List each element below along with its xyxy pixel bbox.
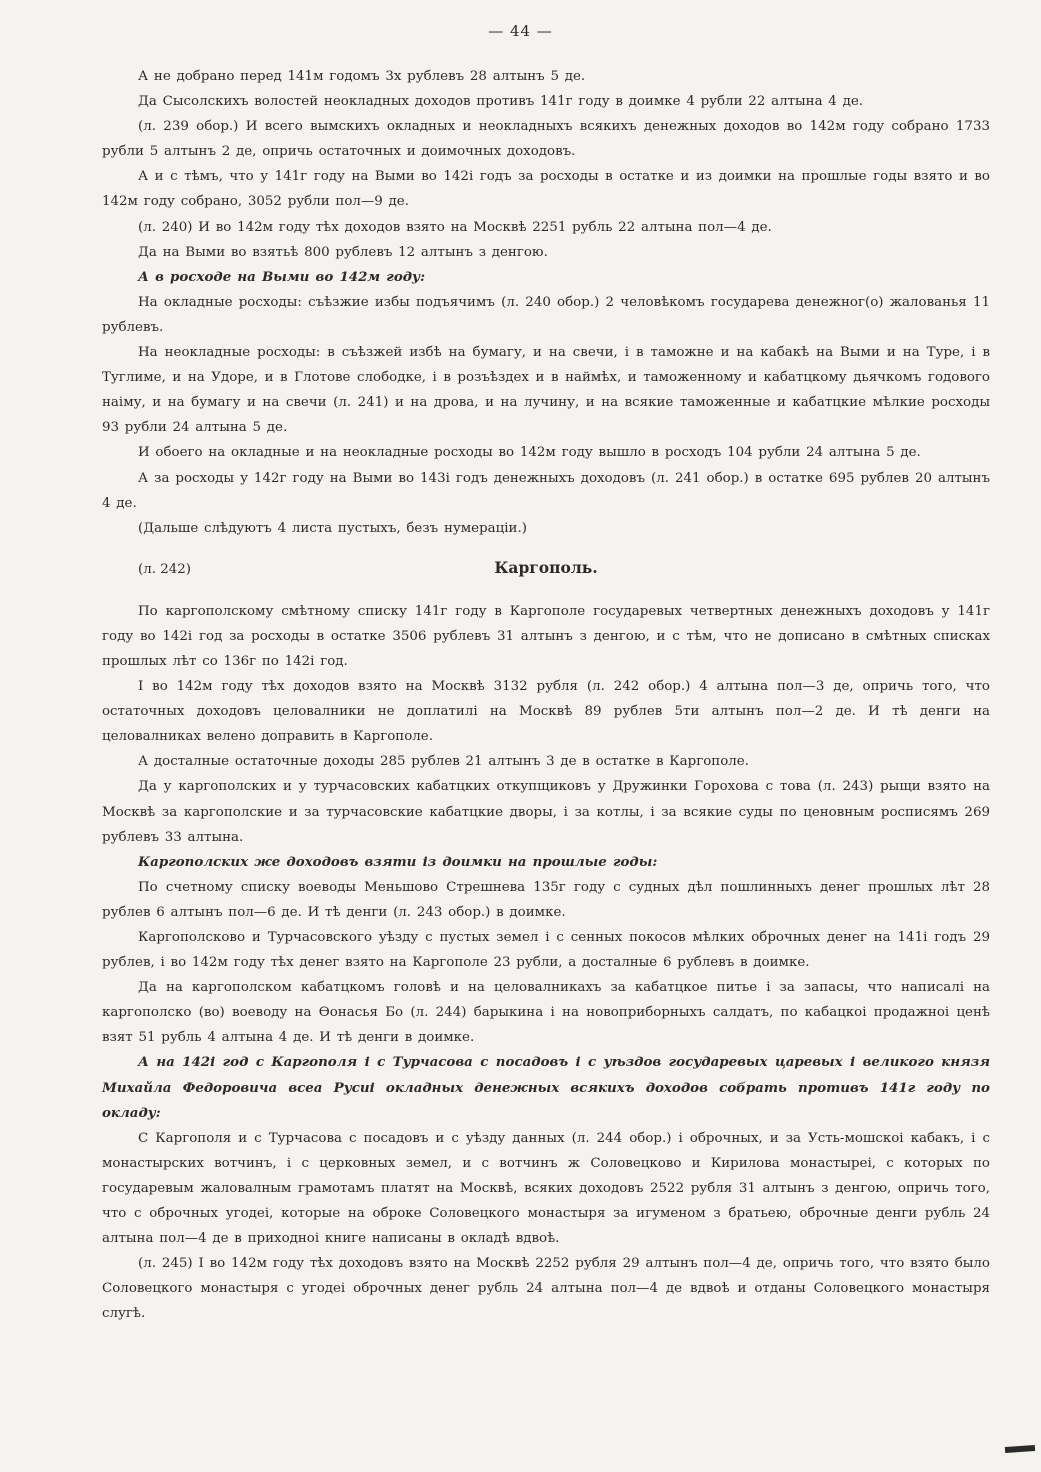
paragraph: А досталные остаточные доходы 285 рублев 21 алтынъ 3 де в остатке в Каргополе. [138,754,749,770]
paragraph: На неокладные росходы: в съѣзжей избѣ на бумагу, и на свечи, і в таможне и на кабакѣ на Выми и на Туре, і в Туглиме, и на Удоре, и в Глотове слободке, і в розъѣздех и в наймѣх, и таможенному и кабатцкому дьячкомъ годового наіму, и на бумагу и на свечи (л. 241) и на дрова, и на лучину, и на всякие таможенные и кабатцкие мѣлкие росходы 93 рубли 24 алтына 5 де. [102,345,990,436]
scan-edge-mark [1005,1445,1035,1453]
paragraph: Да у каргополских и у турчасовских кабатцких откупщиковъ у Дружинки Горохова с това (л. 243) рыщи взято на Москвѣ за каргополские и за турчасовские кабатцкие дворы, і за котлы, і за всякие суды по ценовным росписямъ 269 рублевъ 33 алтына. [102,779,990,845]
section-leaf-reference: (л. 242) [138,561,192,577]
paragraph: По каргополскому смѣтному списку 141г году в Каргополе государевых четвертных денежныхъ доходовъ у 141г году во 142і год за росходы в остатке 3506 рублевъ 31 алтынъ з денгою, и с тѣм, что не дописано в смѣтных списках прошлых лѣт со 136г по 142і год. [102,603,990,669]
paragraph: (л. 240) И во 142м году тѣх доходов взято на Москвѣ 2251 рубль 22 алтына пол—4 де. [138,219,772,235]
paragraph: А за росходы у 142г году на Выми во 143і годъ денежныхъ доходовъ (л. 241 обор.) в остатке 695 рублев 20 алтынъ 4 де. [102,470,990,511]
page-number: — 44 — [488,22,553,40]
paragraph: На окладные росходы: съѣзжие избы подъячимъ (л. 240 обор.) 2 человѣкомъ государева денежног(о) жалованья 11 рублевъ. [102,294,990,335]
paragraph: Да на каргополском кабатцкомъ головѣ и на целовалникахъ за кабатцкое питье і за запасы, что написалі на каргополско (во) воеводу на Ѳонасья Бо (л. 244) барыкина і на новоприборныхъ салдатъ, по кабацкоі продажноі ценѣ взят 51 рубль 4 алтына 4 де. И тѣ денги в доимке. [102,980,990,1046]
paragraph: Да на Выми во взятьѣ 800 рублевъ 12 алтынъ з денгою. [138,244,548,260]
paragraphs-part1 [102,64,990,541]
paragraph: А и с тѣмъ, что у 141г году на Выми во 142і годъ за росходы в остатке и из доимки на прошлые годы взято и во 142м году собрано, 3052 рубли пол—9 де. [102,169,990,210]
paragraph: По счетному списку воеводы Меньшово Стрешнева 135г году с судных дѣл пошлинныхъ денег прошлых лѣт 28 рублев 6 алтынъ пол—6 де. И тѣ денги (л. 243 обор.) в доимке. [102,879,990,920]
paragraph: І во 142м году тѣх доходов взято на Москвѣ 3132 рубля (л. 242 обор.) 4 алтына пол—3 де, опричь того, что остаточных доходовъ целовалники не доплатилі на Москвѣ 89 рублев 5ти алтынъ пол—2 де. И тѣ денги на целовалниках велено доправить в Каргополе. [102,679,990,745]
section-title: Каргополь. [494,557,598,577]
section-header [102,553,990,589]
paragraph: И обоего на окладные и на неокладные росходы во 142м году вышло в росходъ 104 рубли 24 алтына 5 де. [138,445,921,461]
paragraph: С Каргополя и с Турчасова с посадовъ и с уѣзду данных (л. 244 обор.) і оброчных, и за Усть-мошскоі кабакъ, і с монастырских вотчинъ, і с церковных земел, и с вотчинъ ж Соловецково и Кирилова монастыреі, с которых по государевым жаловалным грамотамъ платят на Москвѣ, всяких доходовъ 2522 рубля 31 алтынъ з денгою, опричь того, что с оброчных угодеі, которые на оброке Соловецкого монастыря за игуменом з братьею, оброчные денги рубль 24 алтына пол—4 де в приходноі книге написаны в окладѣ вдвоѣ. [102,1130,990,1247]
paragraph: (л. 245) І во 142м году тѣх доходовъ взято на Москвѣ 2252 рубля 29 алтынъ пол—4 де, опричь того, что взято было Соловецкого монастыря с угодеі оброчных денег рубль 24 алтына пол—4 де вдвоѣ и отданы Соловецкого монастыря слугѣ. [102,1256,990,1322]
paragraph: Каргополсково и Турчасовского уѣзду с пустых земел і с сенных покосов мѣлких оброчных денег на 141і годъ 29 рублев, і во 142м году тѣх денег взято на Каргополе 23 рубли, а досталные 6 рублевъ в доимке. [102,930,990,971]
paragraph: (Дальше слѣдуютъ 4 листа пустыхъ, безъ нумераціи.) [138,520,527,536]
document-body [102,64,990,1327]
paragraphs-part2 [102,599,990,1327]
paragraph: Да Сысолскихъ волостей неокладных доходов противъ 141г году в доимке 4 рубли 22 алтына 4 де. [138,94,864,110]
paragraph: А на 142і год с Каргополя і с Турчасова с посадовъ і с уѣздов государевых царевых і великого князя Михайла Федоровича всеа Русиі окладных денежных всякихъ доходов собрать противъ 141г году по окладу: [102,1054,990,1121]
paragraph: Каргополских же доходовъ взяти із доимки на прошлые годы: [138,853,658,870]
paragraph: А в росходе на Выми во 142м году: [138,268,426,285]
paragraph: (л. 239 обор.) И всего вымскихъ окладных и неокладныхъ всякихъ денежных доходов во 142м году собрано 1733 рубли 5 алтынъ 2 де, опричь остаточных и доимочных доходовъ. [102,119,990,160]
paragraph: А не добрано перед 141м годомъ 3х рублевъ 28 алтынъ 5 де. [138,69,586,84]
